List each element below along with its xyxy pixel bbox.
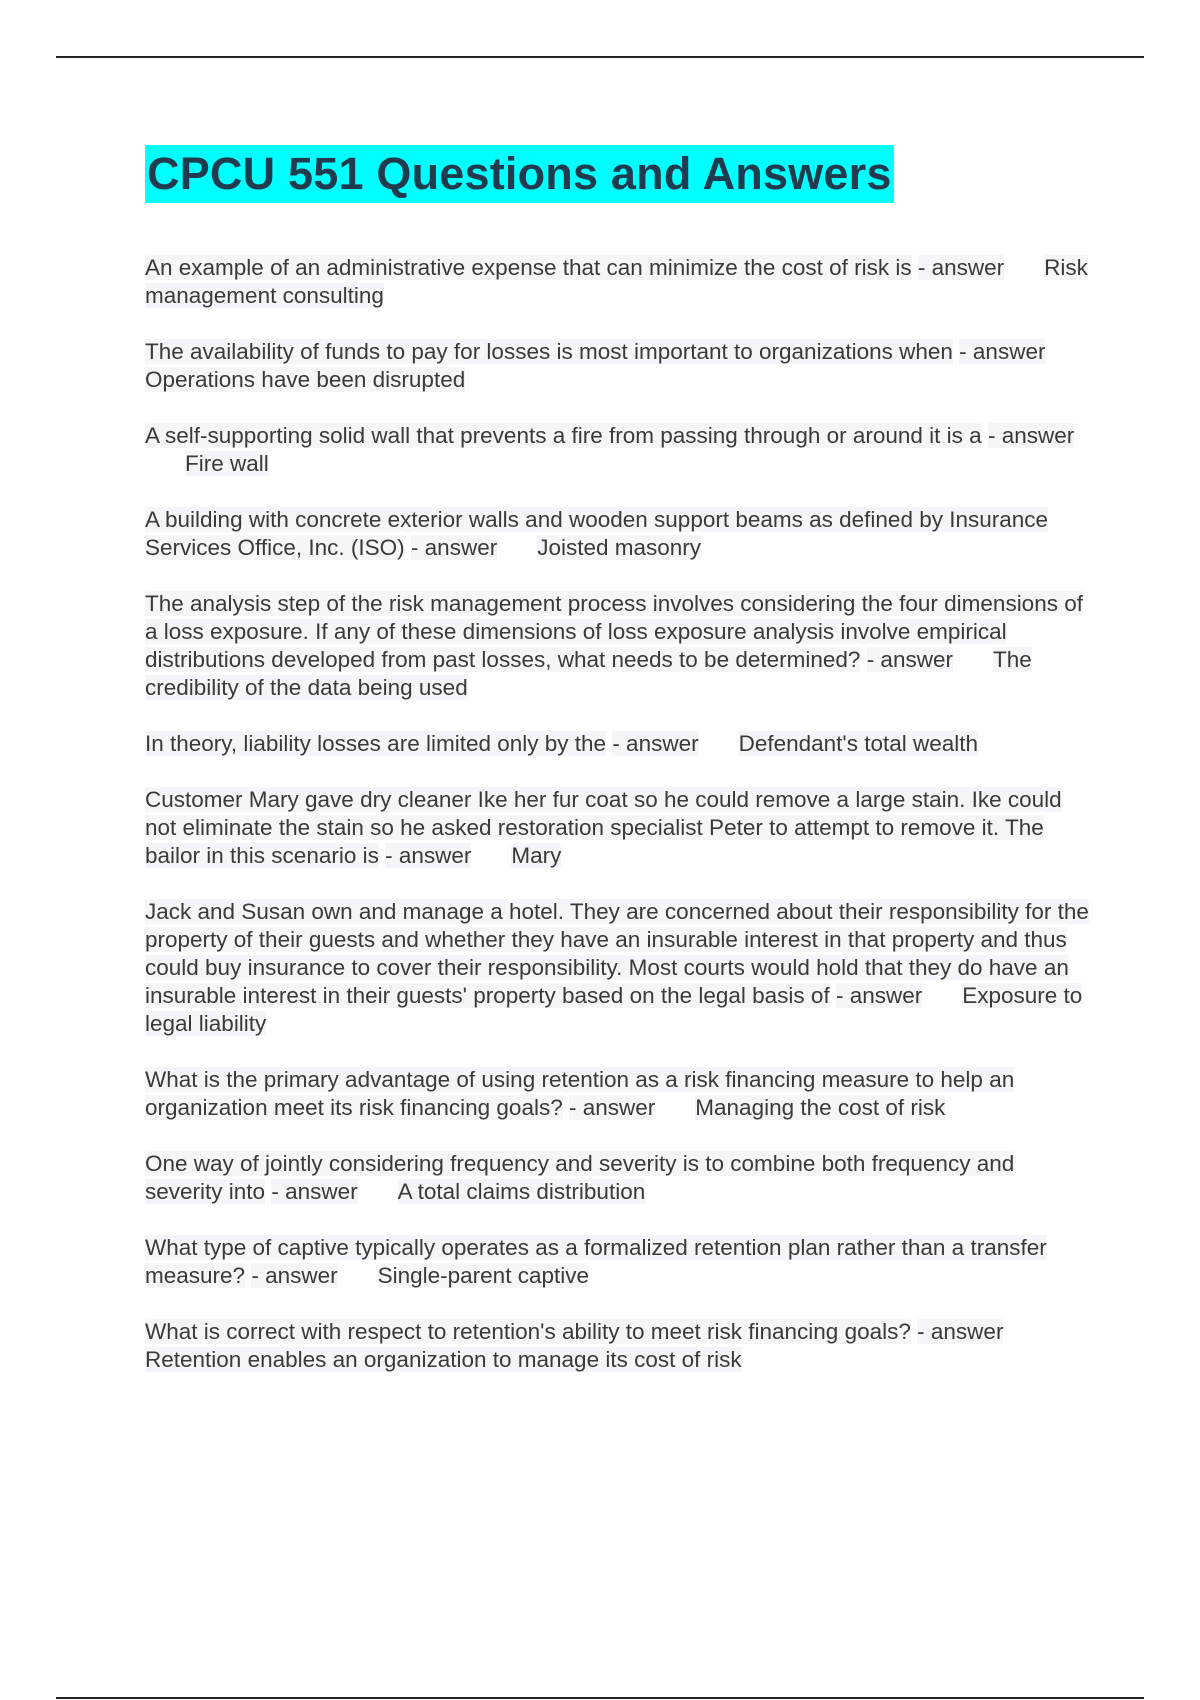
answer-marker: - answer [917,1319,1004,1344]
answer-text: Risk management consulting [145,255,1088,308]
qa-list [145,254,1090,1402]
answer-text: Defendant's total wealth [738,731,979,756]
answer-text: Operations have been disrupted [145,367,466,392]
qa-item [145,1318,1090,1374]
answer-text: Managing the cost of risk [695,1095,946,1120]
qa-item [145,506,1090,562]
question-text: A self-supporting solid wall that prevents a fire from passing through or around it is a [145,423,982,448]
qa-item [145,1150,1090,1206]
answer-text: Mary [511,843,562,868]
question-text: An example of an administrative expense that can minimize the cost of risk is [145,255,912,280]
qa-item [145,730,1090,758]
answer-text: Fire wall [185,451,269,476]
answer-marker: - answer [917,255,1005,280]
answer-marker: - answer [271,1179,358,1204]
answer-marker: - answer [866,647,953,672]
qa-item [145,254,1090,310]
question-text: The analysis step of the risk management process involves considering the four dimensions of a loss exposure. If any of these dimensions of loss exposure analysis involve empirical distributions developed from past losses, what needs to be determined? [145,591,1083,672]
answer-text: A total claims distribution [397,1179,646,1204]
qa-item [145,1234,1090,1290]
question-text: A building with concrete exterior walls and wooden support beams as defined by Insurance Services Office, Inc. (ISO) [145,507,1049,560]
answer-text: Single-parent captive [377,1263,589,1288]
bottom-rule [56,1697,1144,1699]
answer-text: Exposure to legal liability [145,983,1083,1036]
question-text: Customer Mary gave dry cleaner Ike her fur coat so he could remove a large stain. Ike could not eliminate the stain so he asked restoration specialist Peter to attempt to remove it. The bailor in this scenario is [145,787,1062,868]
answer-text: Joisted masonry [537,535,702,560]
title-block [145,145,894,203]
question-text: Jack and Susan own and manage a hotel. They are concerned about their responsibility for the property of their guests and whether they have an insurable interest in that property and thus could buy insurance to cover their responsibility. Most courts would hold that they do have an insurable interest in their guests' property based on the legal basis of [145,899,1089,1008]
top-rule [56,56,1144,58]
qa-item [145,1066,1090,1122]
qa-item [145,898,1090,1038]
qa-item [145,590,1090,702]
qa-item [145,338,1090,394]
answer-marker: - answer [569,1095,656,1120]
question-text: What type of captive typically operates as a formalized retention plan rather than a transfer measure? [145,1235,1047,1288]
answer-text: Retention enables an organization to manage its cost of risk [145,1347,742,1372]
answer-marker: - answer [251,1263,338,1288]
qa-item [145,786,1090,870]
answer-marker: - answer [959,339,1046,364]
answer-marker: - answer [410,535,498,560]
question-text: The availability of funds to pay for losses is most important to organizations when [145,339,953,364]
question-text: In theory, liability losses are limited only by the [145,731,607,756]
answer-text: The credibility of the data being used [145,647,1032,700]
answer-marker: - answer [385,843,472,868]
document-title: CPCU 551 Questions and Answers [145,145,894,203]
question-text: What is the primary advantage of using retention as a risk financing measure to help an organization meet its risk financing goals? [145,1067,1015,1120]
answer-marker: - answer [612,731,699,756]
answer-marker: - answer [835,983,923,1008]
question-text: One way of jointly considering frequency and severity is to combine both frequency and severity into [145,1151,1015,1204]
question-text: What is correct with respect to retention's ability to meet risk financing goals? [145,1319,911,1344]
answer-marker: - answer [987,423,1075,448]
qa-item [145,422,1090,478]
